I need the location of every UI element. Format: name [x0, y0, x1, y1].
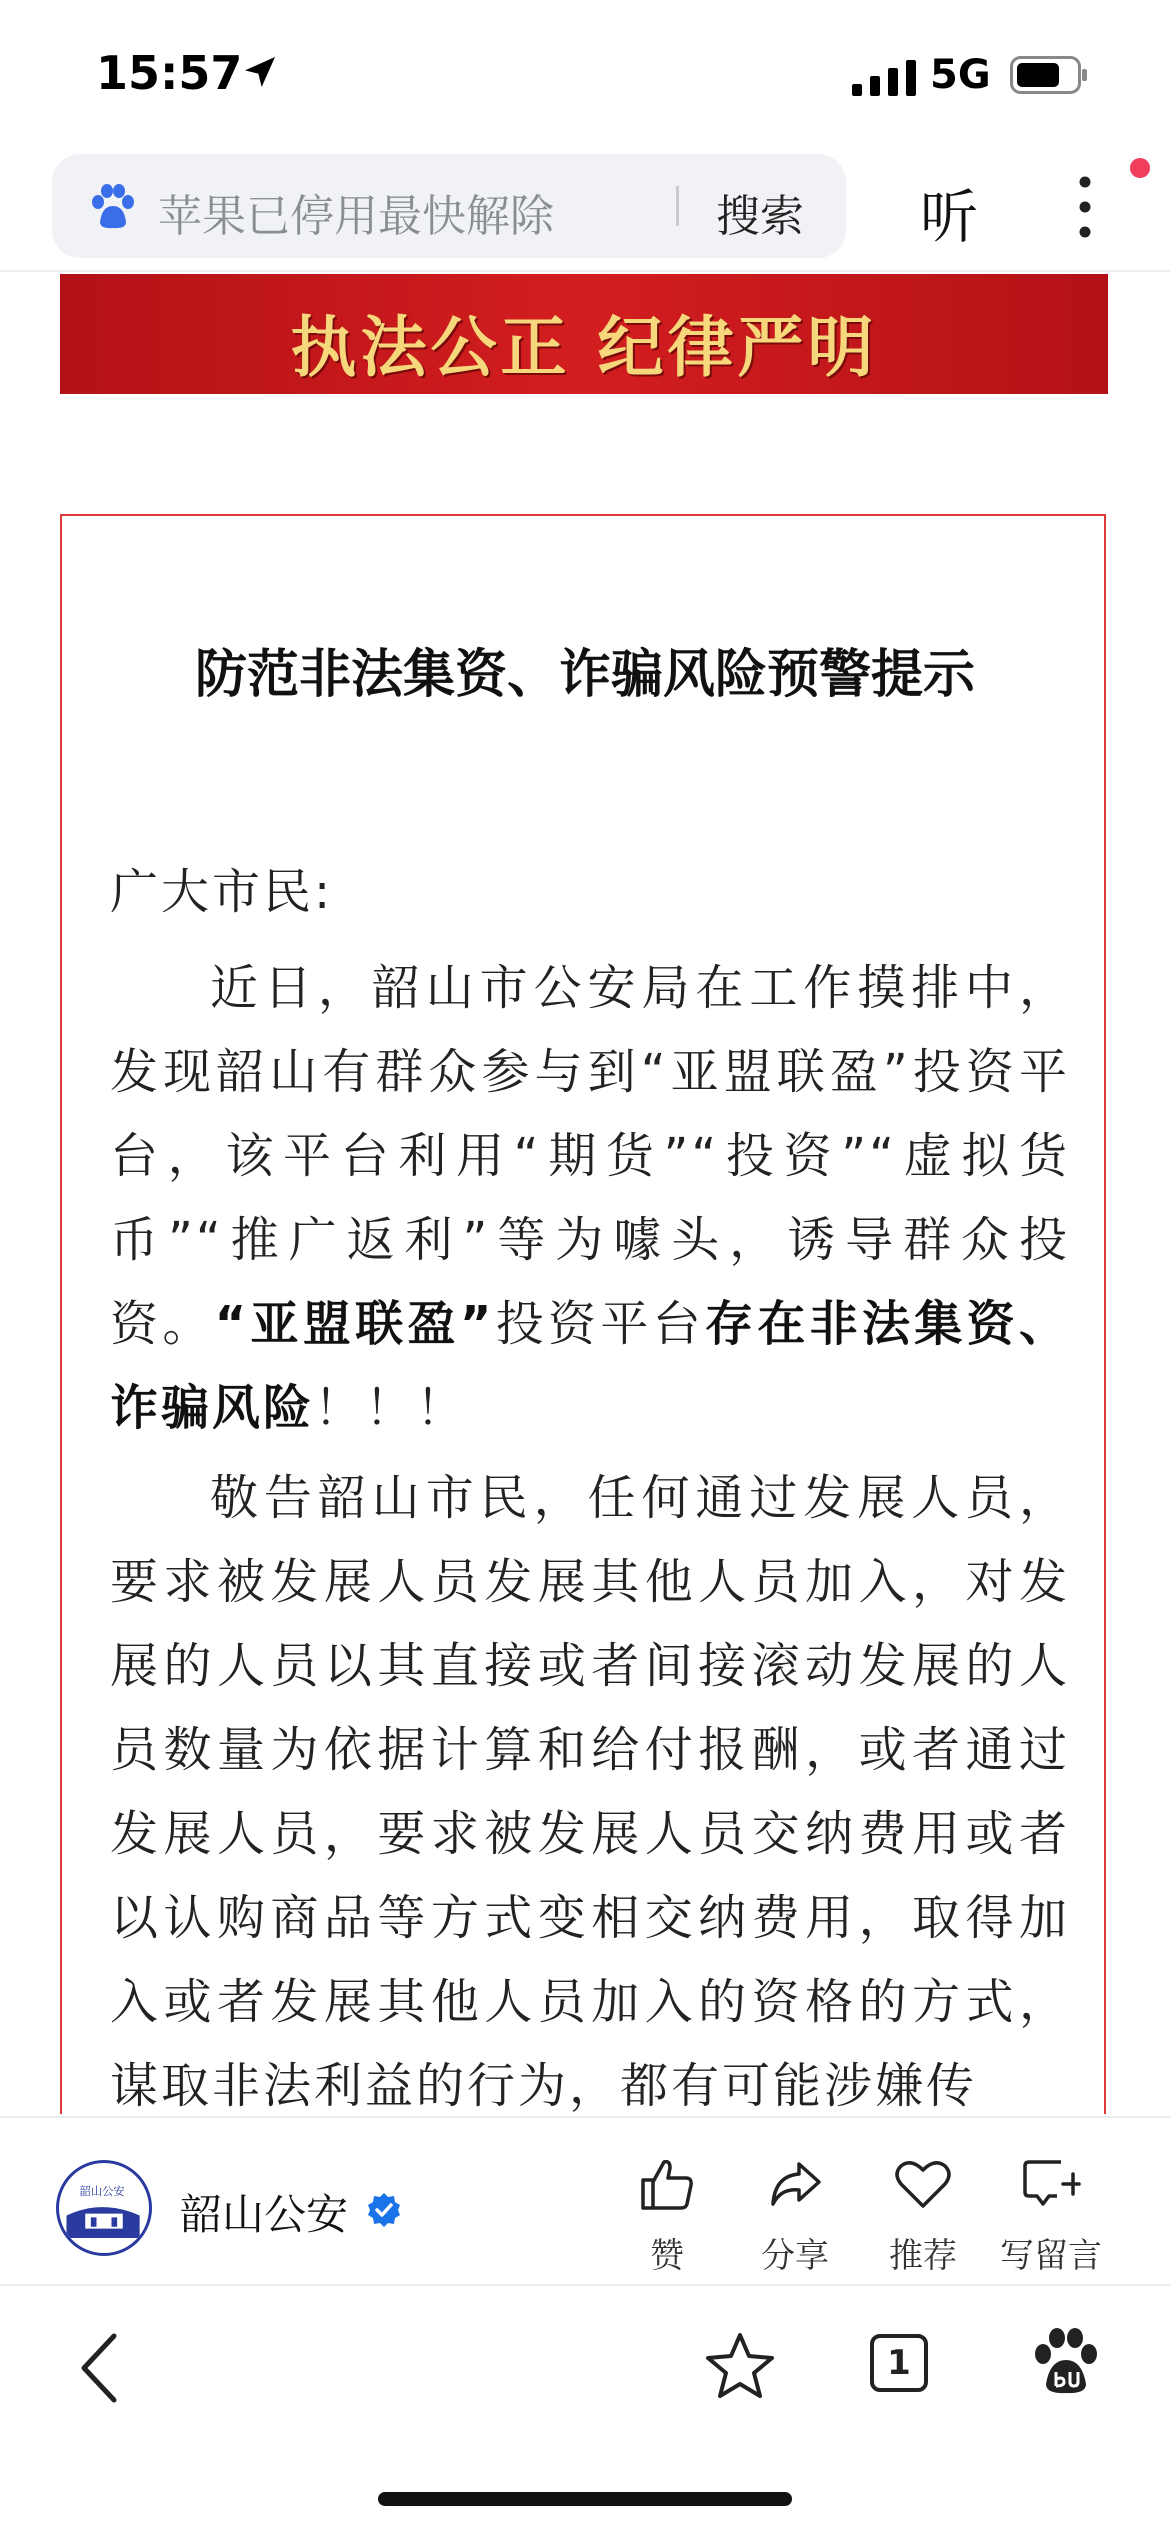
notification-dot [1130, 158, 1150, 178]
article-paragraph-2: 敬告韶山市民，任何通过发展人员，要求被发展人员发展其他人员加入，对发展的人员以其直接或者间接滚动发展的人员数量为依据计算和给付报酬，或者通过发展人员，要求被发展人员交纳费用或者以认购商品等方式变相交纳费用，取得加入或者发展其他人员加入的资格的方式，谋取非法利益的行为，都有可能涉嫌传 [110, 1470, 1070, 2114]
more-menu-icon[interactable] [1070, 172, 1100, 242]
comment-label: 写留言 [1000, 2236, 1102, 2276]
heart-icon [893, 2154, 953, 2214]
thumbs-up-icon [637, 2154, 697, 2214]
comment-icon [1021, 2154, 1081, 2214]
paragraph-1-platform: 投资平台 [494, 1296, 705, 1352]
share-icon [765, 2154, 825, 2214]
recommend-button[interactable] [868, 2154, 978, 2277]
platform-name: “亚盟联盈” [214, 1296, 495, 1352]
recommend-label: 推荐 [889, 2236, 957, 2276]
paragraph-1-text: 近日，韶山市公安局在工作摸排中，发现韶山有群众参与到“亚盟联盈”投资平台，该平台利用“期货”“投资”“虚拟货币”“推广返利”等为噱头，诱导群众投资。 [110, 960, 1070, 1352]
battery-icon [1010, 56, 1088, 94]
article-salutation: 广大市民: [110, 864, 334, 920]
like-button[interactable] [612, 2154, 722, 2277]
status-bar [0, 0, 1170, 150]
status-time: 15:57 [96, 46, 243, 100]
avatar-text: 韶山公安 [79, 2184, 125, 2198]
article-frame [60, 514, 1106, 2114]
search-button[interactable]: 搜索 [716, 191, 804, 242]
signal-icon [852, 60, 918, 96]
share-button[interactable] [740, 2154, 850, 2277]
tab-count-button[interactable]: 1 [870, 2334, 928, 2392]
search-input[interactable]: 苹果已停用最快解除 [158, 191, 554, 242]
search-bar[interactable] [52, 154, 846, 258]
share-label: 分享 [761, 2236, 829, 2276]
listen-button[interactable]: 听 [920, 183, 979, 251]
article-paragraph-1 [110, 946, 1070, 1450]
author-avatar[interactable] [56, 2160, 152, 2256]
author-bar [0, 2116, 1170, 2284]
paragraph-1-exclaim: ！！！ [314, 1380, 468, 1436]
article-title: 防范非法集资、诈骗风险预警提示 [194, 645, 975, 705]
baidu-home-icon[interactable] [1030, 2326, 1102, 2398]
header-divider [0, 270, 1170, 272]
baidu-paw-icon [88, 182, 138, 232]
favorite-star-icon[interactable] [704, 2330, 776, 2402]
article-banner [60, 274, 1108, 394]
author-name[interactable]: 韶山公安 [180, 2190, 349, 2239]
bottom-nav [0, 2284, 1170, 2534]
comment-button[interactable] [996, 2154, 1106, 2277]
verified-badge-icon [366, 2192, 402, 2228]
network-type: 5G [930, 52, 991, 98]
avatar-logo-icon [59, 2163, 149, 2253]
search-divider [676, 186, 679, 226]
location-arrow-icon [240, 52, 280, 92]
banner-slogan: 执法公正 纪律严明 [290, 308, 878, 386]
home-indicator [378, 2492, 792, 2506]
back-chevron-icon[interactable] [74, 2330, 124, 2406]
risk-warning: 存在非法集资、诈骗风险 [110, 1296, 1070, 1436]
like-label: 赞 [650, 2236, 684, 2276]
